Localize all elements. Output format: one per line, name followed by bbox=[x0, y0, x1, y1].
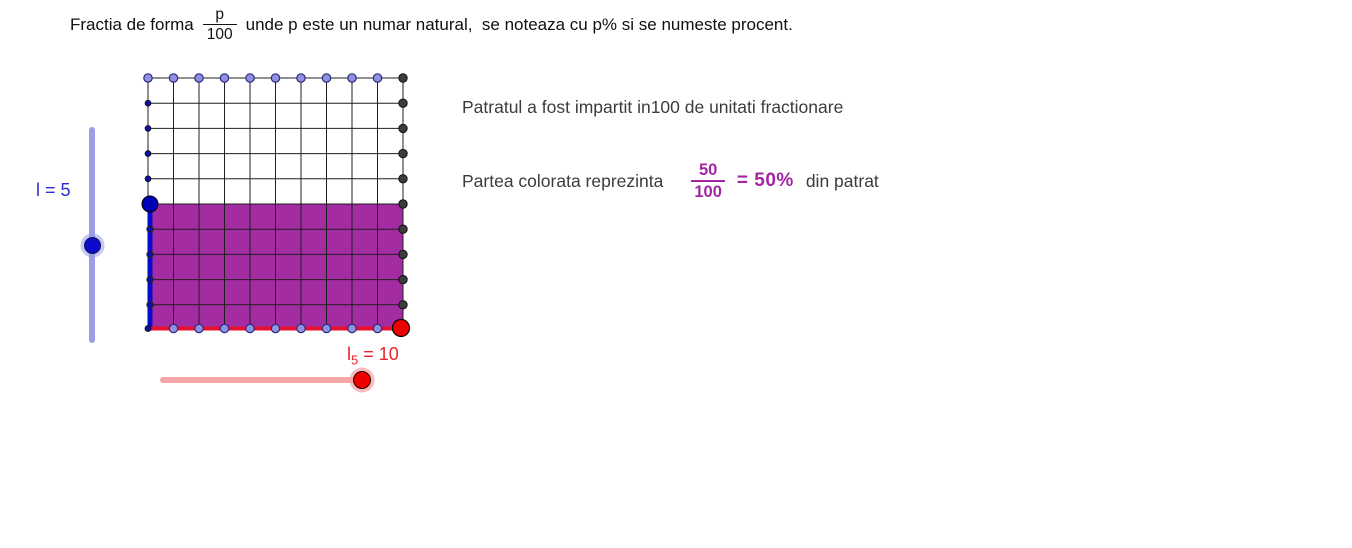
horizontal-slider-knob[interactable] bbox=[353, 371, 371, 389]
right-edge-point[interactable] bbox=[399, 74, 407, 82]
top-edge-point[interactable] bbox=[348, 74, 356, 82]
right-edge-point[interactable] bbox=[399, 301, 407, 309]
left-edge-point[interactable] bbox=[145, 100, 151, 106]
top-edge-point[interactable] bbox=[373, 74, 381, 82]
right-edge-point[interactable] bbox=[399, 275, 407, 283]
percent-fraction-denominator: 100 bbox=[691, 180, 725, 201]
bottom-edge-point[interactable] bbox=[195, 324, 203, 332]
top-edge-point[interactable] bbox=[246, 74, 254, 82]
bottom-left-point[interactable] bbox=[145, 326, 151, 332]
title-post: unde p este un numar natural, se noteaza cu p% si se numeste procent. bbox=[245, 14, 793, 34]
top-edge-point[interactable] bbox=[322, 74, 330, 82]
title-fraction bbox=[203, 6, 237, 44]
right-edge-point[interactable] bbox=[399, 225, 407, 233]
vertical-slider-knob[interactable] bbox=[84, 237, 101, 254]
vertical-slider-label: l = 5 bbox=[36, 180, 71, 200]
title-fraction-denominator: 100 bbox=[203, 24, 237, 44]
left-edge-point[interactable] bbox=[145, 126, 151, 132]
bottom-edge-point[interactable] bbox=[297, 324, 305, 332]
top-edge-point[interactable] bbox=[271, 74, 279, 82]
title-pre: Fractia de forma bbox=[70, 14, 194, 34]
percent-fraction-numerator: 50 bbox=[698, 161, 718, 180]
bottom-edge-point[interactable] bbox=[169, 324, 177, 332]
top-edge-point[interactable] bbox=[220, 74, 228, 82]
title-fraction-numerator: p bbox=[215, 6, 225, 23]
page-title bbox=[70, 6, 793, 44]
bottom-edge-point[interactable] bbox=[348, 324, 356, 332]
statement-percent bbox=[462, 153, 879, 209]
percent-fraction bbox=[691, 161, 725, 201]
point-blue-height[interactable] bbox=[142, 196, 158, 212]
top-edge-point[interactable] bbox=[144, 74, 152, 82]
top-edge-point[interactable] bbox=[195, 74, 203, 82]
statement-percent-post: din patrat bbox=[805, 170, 879, 191]
top-edge-point[interactable] bbox=[169, 74, 177, 82]
right-edge-point[interactable] bbox=[399, 99, 407, 107]
statement-percent-pre: Partea colorata reprezinta bbox=[462, 170, 664, 191]
bottom-edge-point[interactable] bbox=[322, 324, 330, 332]
point-red-base[interactable] bbox=[393, 320, 410, 337]
percent-value: = 50% bbox=[736, 170, 794, 191]
horizontal-slider-label: $l_5 = 10$ bbox=[347, 344, 399, 368]
bottom-edge-point[interactable] bbox=[220, 324, 228, 332]
grid-canvas[interactable] bbox=[136, 66, 415, 342]
left-edge-point[interactable] bbox=[145, 176, 151, 182]
top-edge-point[interactable] bbox=[297, 74, 305, 82]
horizontal-slider-track[interactable] bbox=[160, 377, 368, 383]
left-edge-point[interactable] bbox=[145, 151, 151, 157]
right-edge-point[interactable] bbox=[399, 200, 407, 208]
right-edge-point[interactable] bbox=[399, 149, 407, 157]
right-edge-point[interactable] bbox=[399, 124, 407, 132]
vertical-slider-track[interactable] bbox=[89, 127, 95, 343]
bottom-edge-point[interactable] bbox=[271, 324, 279, 332]
right-edge-point[interactable] bbox=[399, 250, 407, 258]
statement-units: Patratul a fost impartit in100 de unitati fractionare bbox=[462, 97, 844, 117]
right-edge-point[interactable] bbox=[399, 175, 407, 183]
bottom-edge-point[interactable] bbox=[373, 324, 381, 332]
bottom-edge-point[interactable] bbox=[246, 324, 254, 332]
